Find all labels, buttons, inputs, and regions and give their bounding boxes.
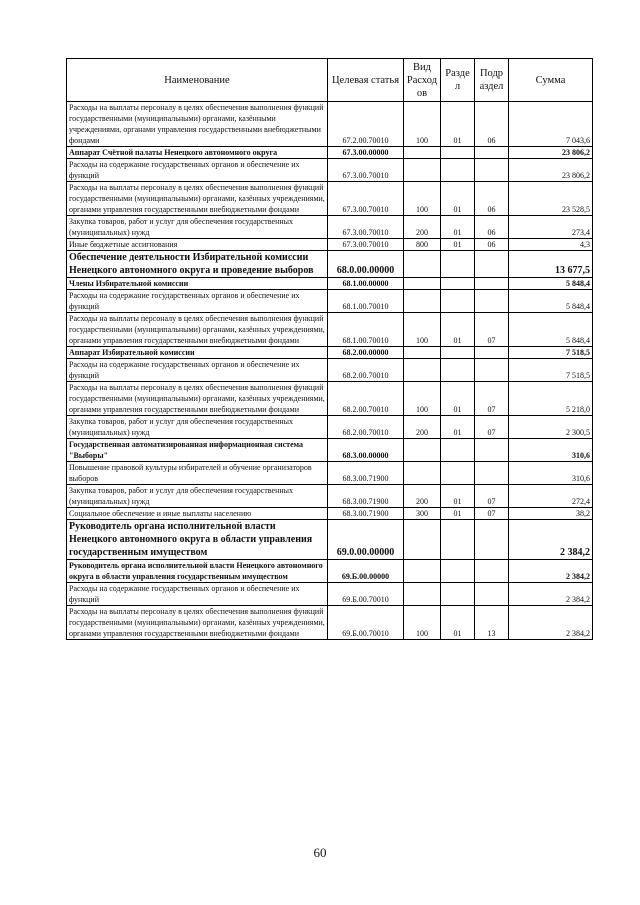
cell-name: Расходы на выплаты персоналу в целях обеспечения выполнения функций государственными (муниципальными) органами, казёнными учреждениями, органами управления государственными внебюджетными фондами [67,102,328,147]
cell-expense-kind: 200 [404,216,441,239]
cell-target-article: 68.3.00.00000 [328,439,404,462]
budget-table-page [66,58,592,640]
table-row [67,606,593,640]
cell-sum: 5 218,0 [509,382,593,416]
table-row [67,159,593,182]
cell-subsection [475,462,509,485]
cell-sum: 2 300,5 [509,416,593,439]
cell-subsection: 06 [475,239,509,251]
cell-name: Руководитель органа исполнительной власти Ненецкого автономного округа в области управления государственным имуществом [67,560,328,583]
cell-section: 01 [441,102,475,147]
cell-target-article: 69.Б.00.00000 [328,560,404,583]
cell-name: Расходы на выплаты персоналу в целях обеспечения выполнения функций государственными (муниципальными) органами, казённых учреждениями, органами управления государственными внебюджетными фондами [67,182,328,216]
table-row [67,239,593,251]
cell-expense-kind [404,520,441,560]
header-expense-kind: Вид Расход ов [404,59,441,102]
cell-expense-kind: 300 [404,508,441,520]
table-row [67,416,593,439]
table-row [67,485,593,508]
table-body [67,102,593,640]
cell-target-article: 67.3.00.70010 [328,216,404,239]
table-row [67,216,593,239]
table-row [67,508,593,520]
cell-subsection: 13 [475,606,509,640]
table-row [67,347,593,359]
cell-name: Закупка товаров, работ и услуг для обеспечения государственных (муниципальных) нужд [67,416,328,439]
table-row [67,382,593,416]
cell-sum: 23 528,5 [509,182,593,216]
cell-subsection [475,439,509,462]
cell-subsection [475,359,509,382]
cell-section: 01 [441,313,475,347]
cell-name: Иные бюджетные ассигнования [67,239,328,251]
cell-expense-kind: 200 [404,416,441,439]
cell-sum: 5 848,4 [509,313,593,347]
cell-subsection [475,147,509,159]
cell-expense-kind: 100 [404,102,441,147]
cell-section: 01 [441,508,475,520]
cell-sum: 2 384,2 [509,606,593,640]
cell-subsection: 07 [475,485,509,508]
cell-subsection [475,560,509,583]
cell-section [441,159,475,182]
cell-target-article: 69.0.00.00000 [328,520,404,560]
cell-subsection [475,347,509,359]
cell-section: 01 [441,416,475,439]
cell-subsection [475,520,509,560]
table-row [67,583,593,606]
table-row [67,182,593,216]
cell-section [441,560,475,583]
cell-target-article: 67.3.00.00000 [328,147,404,159]
cell-sum: 2 384,2 [509,560,593,583]
cell-sum: 7 518,5 [509,359,593,382]
cell-name: Расходы на содержание государственных органов и обеспечение их функций [67,159,328,182]
cell-sum: 5 848,4 [509,278,593,290]
cell-target-article: 67.3.00.70010 [328,239,404,251]
cell-target-article: 67.3.00.70010 [328,182,404,216]
cell-expense-kind [404,347,441,359]
cell-section [441,147,475,159]
table-row [67,439,593,462]
cell-sum: 273,4 [509,216,593,239]
cell-section [441,251,475,278]
cell-expense-kind [404,159,441,182]
cell-subsection: 07 [475,508,509,520]
cell-target-article: 68.2.00.70010 [328,359,404,382]
cell-expense-kind: 200 [404,485,441,508]
cell-subsection [475,278,509,290]
cell-target-article: 68.1.00.70010 [328,313,404,347]
cell-expense-kind [404,462,441,485]
cell-name: Обеспечение деятельности Избирательной комиссии Ненецкого автономного округа и проведение выборов [67,251,328,278]
cell-name: Социальное обеспечение и иные выплаты населению [67,508,328,520]
cell-subsection: 07 [475,416,509,439]
cell-expense-kind [404,359,441,382]
cell-expense-kind [404,251,441,278]
cell-name: Руководитель органа исполнительной власти Ненецкого автономного округа в области управления государственным имуществом [67,520,328,560]
cell-section: 01 [441,606,475,640]
table-row [67,560,593,583]
cell-target-article: 68.0.00.00000 [328,251,404,278]
header-subsection: Подр аздел [475,59,509,102]
cell-name: Расходы на содержание государственных органов и обеспечение их функций [67,290,328,313]
cell-section [441,278,475,290]
table-row [67,520,593,560]
cell-expense-kind [404,583,441,606]
cell-subsection: 07 [475,313,509,347]
cell-expense-kind: 100 [404,313,441,347]
cell-section [441,290,475,313]
cell-section [441,359,475,382]
table-row [67,313,593,347]
table-row [67,290,593,313]
cell-target-article: 68.2.00.00000 [328,347,404,359]
cell-section [441,462,475,485]
cell-subsection [475,251,509,278]
cell-section [441,583,475,606]
cell-target-article: 69.Б.00.70010 [328,606,404,640]
cell-subsection [475,290,509,313]
cell-section: 01 [441,182,475,216]
page-number: 60 [313,845,327,860]
header-name: Наименование [67,59,328,102]
table-row [67,359,593,382]
cell-sum: 5 848,4 [509,290,593,313]
cell-sum: 7 518,5 [509,347,593,359]
cell-target-article: 68.1.00.00000 [328,278,404,290]
cell-name: Расходы на содержание государственных органов и обеспечение их функций [67,583,328,606]
cell-expense-kind: 800 [404,239,441,251]
cell-sum: 13 677,5 [509,251,593,278]
header-sum: Сумма [509,59,593,102]
cell-sum: 38,2 [509,508,593,520]
cell-section [441,439,475,462]
cell-name: Повышение правовой культуры избирателей и обучение организаторов выборов [67,462,328,485]
cell-section [441,520,475,560]
cell-subsection [475,583,509,606]
cell-expense-kind [404,278,441,290]
cell-target-article: 68.2.00.70010 [328,382,404,416]
cell-section: 01 [441,485,475,508]
table-row [67,147,593,159]
cell-target-article: 68.2.00.70010 [328,416,404,439]
cell-expense-kind [404,439,441,462]
table-row [67,102,593,147]
table-header-row [67,59,593,102]
header-target-article: Целевая статья [328,59,404,102]
cell-name: Расходы на выплаты персоналу в целях обеспечения выполнения функций государственными (муниципальными) органами, казённых учреждениями, органами управления государственными внебюджетными фондами [67,606,328,640]
cell-expense-kind: 100 [404,382,441,416]
cell-target-article: 67.2.00.70010 [328,102,404,147]
cell-sum: 23 806,2 [509,147,593,159]
cell-name: Расходы на выплаты персоналу в целях обеспечения выполнения функций государственными (муниципальными) органами, казённых учреждениями, органами управления государственными внебюджетными фондами [67,313,328,347]
cell-sum: 4,3 [509,239,593,251]
cell-expense-kind [404,290,441,313]
cell-sum: 310,6 [509,439,593,462]
cell-subsection [475,159,509,182]
header-section: Разде л [441,59,475,102]
cell-section: 01 [441,239,475,251]
cell-expense-kind: 100 [404,182,441,216]
cell-sum: 23 806,2 [509,159,593,182]
cell-name: Государственная автоматизированная информационная система "Выборы" [67,439,328,462]
cell-section [441,347,475,359]
budget-table [66,58,593,640]
cell-name: Члены Избирательной комиссии [67,278,328,290]
cell-target-article: 68.3.00.71900 [328,508,404,520]
cell-sum: 2 384,2 [509,583,593,606]
cell-target-article: 68.3.00.71900 [328,485,404,508]
table-row [67,462,593,485]
cell-name: Расходы на содержание государственных органов и обеспечение их функций [67,359,328,382]
cell-name: Аппарат Избирательной комиссии [67,347,328,359]
cell-sum: 310,6 [509,462,593,485]
cell-expense-kind: 100 [404,606,441,640]
cell-name: Аппарат Счётной палаты Ненецкого автономного округа [67,147,328,159]
cell-target-article: 67.3.00.70010 [328,159,404,182]
cell-section: 01 [441,216,475,239]
cell-subsection: 07 [475,382,509,416]
cell-section: 01 [441,382,475,416]
cell-name: Закупка товаров, работ и услуг для обеспечения государственных (муниципальных) нужд [67,216,328,239]
cell-sum: 7 043,6 [509,102,593,147]
cell-name: Расходы на выплаты персоналу в целях обеспечения выполнения функций государственными (муниципальными) органами, казённых учреждениями, органами управления государственными внебюджетными фондами [67,382,328,416]
cell-expense-kind [404,147,441,159]
cell-target-article: 68.1.00.70010 [328,290,404,313]
cell-subsection: 06 [475,182,509,216]
cell-target-article: 68.3.00.71900 [328,462,404,485]
cell-subsection: 06 [475,216,509,239]
cell-target-article: 69.Б.00.70010 [328,583,404,606]
table-row [67,278,593,290]
cell-sum: 2 384,2 [509,520,593,560]
cell-subsection: 06 [475,102,509,147]
cell-expense-kind [404,560,441,583]
table-row [67,251,593,278]
cell-sum: 272,4 [509,485,593,508]
cell-name: Закупка товаров, работ и услуг для обеспечения государственных (муниципальных) нужд [67,485,328,508]
